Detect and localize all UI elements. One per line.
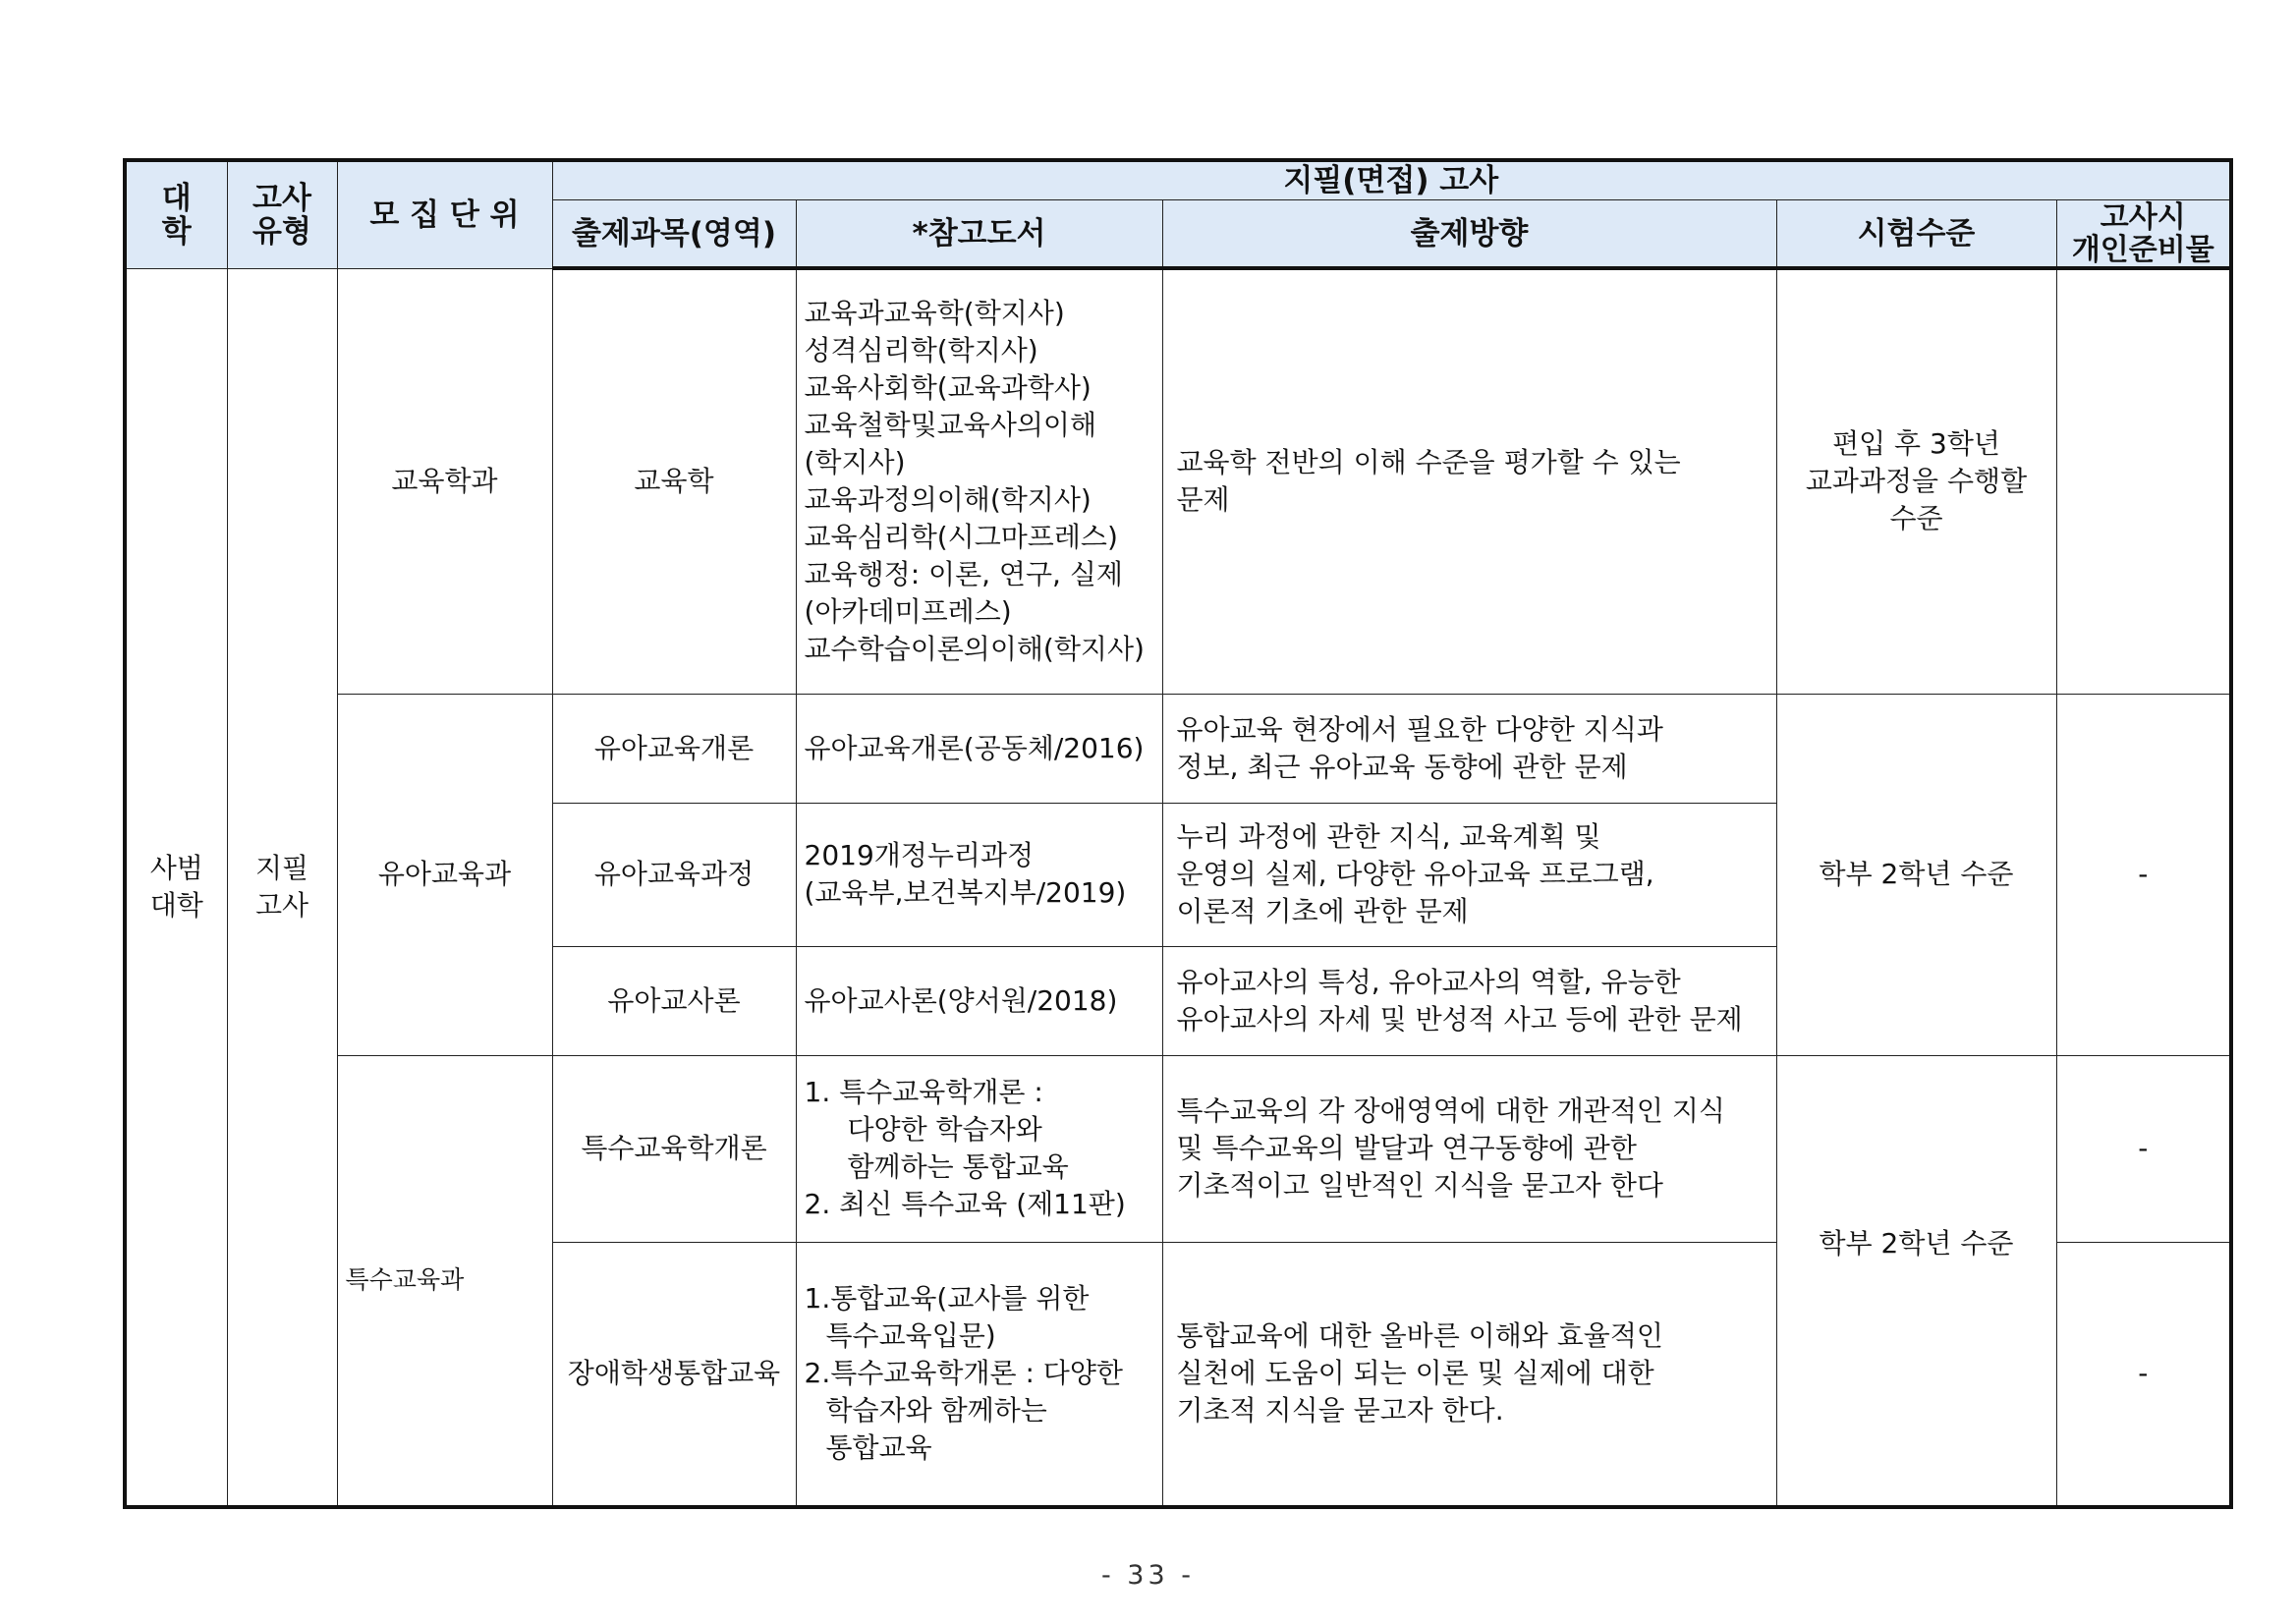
- level-line: 교과과정을 수행할: [1805, 465, 2028, 498]
- table-row: [125, 1055, 2231, 1242]
- refs-early2: [796, 803, 1162, 946]
- direction-special1: [1162, 1055, 1776, 1242]
- admission-exam-table: [123, 158, 2233, 1509]
- direction-line: 통합교육에 대한 올바른 이해와 효율적인: [1176, 1319, 1663, 1353]
- ref-line: 교육과교육학(학지사): [804, 297, 1065, 330]
- table-row: [125, 694, 2231, 803]
- direction-line: 유아교사의 자세 및 반성적 사고 등에 관한 문제: [1176, 1002, 1743, 1036]
- ref-line: 교육심리학(시그마프레스): [804, 521, 1118, 554]
- header-college-text: 대 학: [161, 180, 192, 250]
- header-college: [125, 160, 227, 268]
- header-unit: 모 집 단 위: [337, 160, 552, 268]
- prep-special2: -: [2056, 1242, 2231, 1507]
- unit-education: 교육학과: [337, 268, 552, 694]
- direction-special2: [1162, 1242, 1776, 1507]
- unit-early-childhood: 유아교육과: [337, 694, 552, 1055]
- college-cell: 사범 대학: [125, 268, 227, 1507]
- direction-line: 이론적 기초에 관한 문제: [1176, 895, 1469, 927]
- direction-line: 누리 과정에 관한 지식, 교육계획 및: [1176, 820, 1601, 853]
- direction-line: 교육학 전반의 이해 수준을 평가할 수 있는: [1176, 446, 1681, 479]
- direction-line: 유아교사의 특성, 유아교사의 역할, 유능한: [1176, 965, 1681, 998]
- ref-line: 다양한 학습자와: [847, 1113, 1042, 1146]
- refs-early3: [796, 946, 1162, 1055]
- ref-line: 교수학습이론의이해(학지사): [804, 633, 1145, 666]
- header-exam-type: 고사 유형: [227, 160, 337, 268]
- subject-early3: 유아교사론: [552, 946, 796, 1055]
- level-line: 편입 후 3학년: [1832, 427, 2000, 461]
- ref-line: 2019개정누리과정: [804, 839, 1035, 871]
- ref-line: 1.통합교육(교사를 위한: [804, 1282, 1090, 1316]
- header-subject: 출제과목(영역): [552, 200, 796, 269]
- level-education: [1776, 268, 2056, 694]
- ref-line: 교육사회학(교육과학사): [804, 371, 1092, 405]
- direction-early1: [1162, 694, 1776, 803]
- ref-line: (교육부,보건복지부/2019): [804, 876, 1127, 909]
- direction-line: 및 특수교육의 발달과 연구동향에 관한: [1176, 1132, 1637, 1164]
- header-prep: 고사시 개인준비물: [2056, 200, 2231, 269]
- ref-line: 교육철학및교육사의이해: [804, 409, 1097, 442]
- header-level: 시험수준: [1776, 200, 2056, 269]
- direction-line: 기초적 지식을 묻고자 한다.: [1176, 1394, 1504, 1428]
- direction-line: 문제: [1176, 483, 1230, 517]
- direction-early2: [1162, 803, 1776, 946]
- refs-special2: [796, 1242, 1162, 1507]
- prep-special1: -: [2056, 1055, 2231, 1242]
- ref-line: 성격심리학(학지사): [804, 334, 1038, 367]
- ref-line: 특수교육입문): [825, 1319, 996, 1353]
- ref-line: 유아교육개론(공동체/2016): [804, 731, 1145, 764]
- ref-line: 교육행정: 이론, 연구, 실제: [804, 558, 1123, 591]
- table-row: [125, 268, 2231, 694]
- subject-early2: 유아교육과정: [552, 803, 796, 946]
- direction-line: 정보, 최근 유아교육 동향에 관한 문제: [1176, 750, 1628, 783]
- exam-type-cell: 지필 고사: [227, 268, 337, 1507]
- subject-special2: 장애학생통합교육: [552, 1242, 796, 1507]
- ref-line: 통합교육: [825, 1431, 932, 1465]
- level-special: 학부 2학년 수준: [1776, 1055, 2056, 1507]
- page-number: - 33 -: [1100, 1560, 1195, 1591]
- direction-line: 기초적이고 일반적인 지식을 묻고자 한다: [1176, 1169, 1663, 1202]
- ref-line: 1. 특수교육학개론 :: [804, 1076, 1043, 1108]
- header-direction: 출제방향: [1162, 200, 1776, 269]
- direction-line: 유아교육 현장에서 필요한 다양한 지식과: [1176, 712, 1663, 746]
- subject-education: 교육학: [552, 268, 796, 694]
- header-written-exam: 지필(면접) 고사: [552, 160, 2231, 200]
- prep-early: -: [2056, 694, 2231, 1055]
- subject-early1: 유아교육개론: [552, 694, 796, 803]
- refs-early1: [796, 694, 1162, 803]
- direction-line: 특수교육의 각 장애영역에 대한 개관적인 지식: [1176, 1094, 1725, 1127]
- direction-education: [1162, 268, 1776, 694]
- header-reference: *참고도서: [796, 200, 1162, 269]
- ref-line: 2.특수교육학개론 : 다양한: [804, 1357, 1123, 1390]
- ref-line: 유아교사론(양서원/2018): [804, 983, 1118, 1017]
- ref-line: (학지사): [804, 446, 906, 479]
- refs-special1: [796, 1055, 1162, 1242]
- subject-special1: 특수교육학개론: [552, 1055, 796, 1242]
- ref-line: 2. 최신 특수교육 (제11판): [804, 1188, 1126, 1220]
- unit-special: 특수교육과: [337, 1055, 552, 1507]
- level-line: 수준: [1889, 502, 1943, 535]
- direction-line: 실천에 도움이 되는 이론 및 실제에 대한: [1176, 1357, 1654, 1390]
- ref-line: 교육과정의이해(학지사): [804, 483, 1092, 517]
- ref-line: (아카데미프레스): [804, 595, 1012, 629]
- ref-line: 함께하는 통합교육: [847, 1150, 1069, 1183]
- prep-education: [2056, 268, 2231, 694]
- direction-early3: [1162, 946, 1776, 1055]
- refs-education: [796, 268, 1162, 694]
- ref-line: 학습자와 함께하는: [825, 1394, 1047, 1428]
- level-early: 학부 2학년 수준: [1776, 694, 2056, 1055]
- direction-line: 운영의 실제, 다양한 유아교육 프로그램,: [1176, 858, 1654, 890]
